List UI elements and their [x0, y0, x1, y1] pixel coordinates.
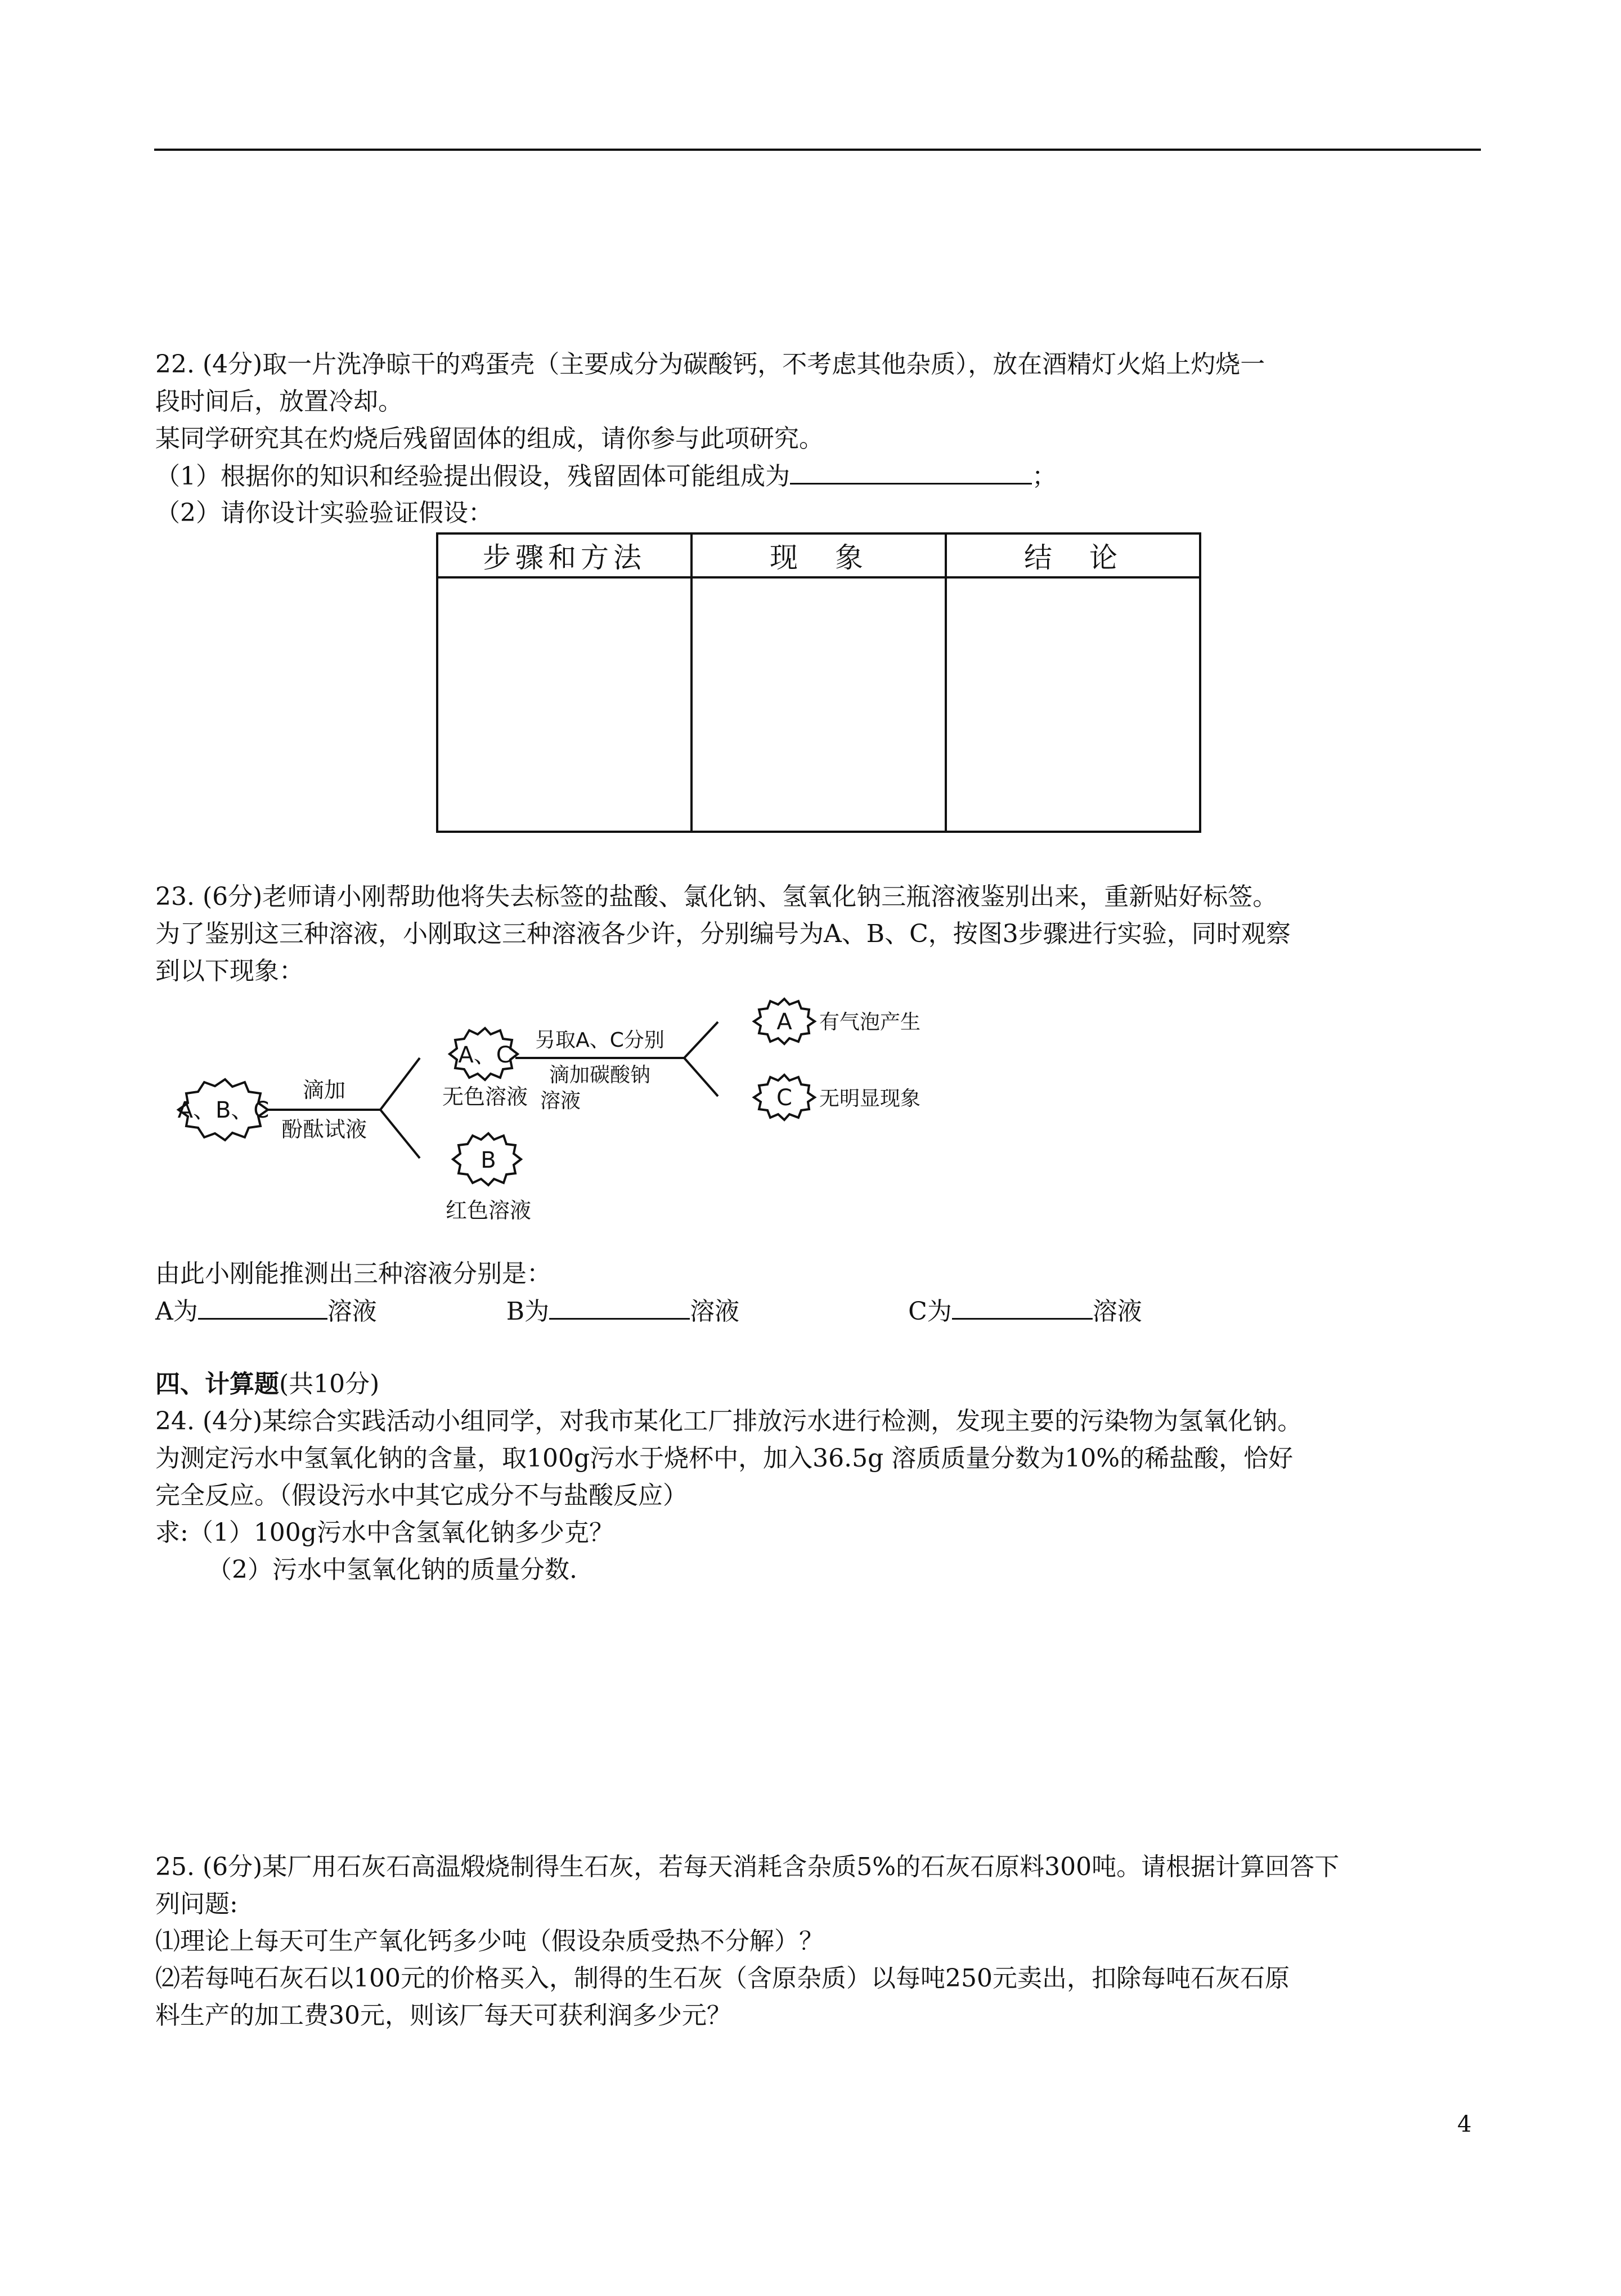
- identification-flow-diagram: [155, 990, 954, 1232]
- answer-a-blank[interactable]: [198, 1295, 327, 1320]
- answer-a-label: A为: [155, 1297, 198, 1326]
- page-number: 4: [1457, 2111, 1472, 2137]
- cell-steps[interactable]: [437, 577, 691, 832]
- col-header-steps: 步骤和方法: [437, 533, 691, 577]
- q22-hypothesis-prompt: （1）根据你的知识和经验提出假设，残留固体可能组成为: [155, 462, 790, 491]
- q22-line-2: 段时间后，放置冷却。: [155, 387, 403, 416]
- answer-b-label: B为: [506, 1297, 550, 1326]
- a-result-label: 有气泡产生: [819, 1011, 921, 1034]
- q25-line-3: ⑴理论上每天可生产氧化钙多少吨（假设杂质受热不分解）？: [155, 1927, 824, 1956]
- q23-answer-row: [155, 1295, 1142, 1328]
- q23-line-1: 23. (6分)老师请小刚帮助他将失去标签的盐酸、氯化钠、氢氧化钠三瓶溶液鉴别出来，重新贴好标签。: [155, 882, 1278, 911]
- answer-a-unit: 溶液: [327, 1297, 377, 1326]
- q23-line-2: 为了鉴别这三种溶液，小刚取这三种溶液各少许，分别编号为A、B、C，按图3步骤进行实验，同时观察: [155, 920, 1291, 948]
- q23-conclusion-intro: 由此小刚能推测出三种溶液分别是：: [155, 1259, 551, 1288]
- step2-mid-label: 滴加碳酸钠: [549, 1064, 651, 1087]
- b-node-label: B: [481, 1147, 496, 1173]
- cell-phenomenon[interactable]: [691, 577, 946, 832]
- section-title: [155, 1369, 379, 1400]
- ac-node-label: A、C: [458, 1042, 512, 1068]
- q25-line-1: 25. (6分)某厂用石灰石高温煅烧制得生石灰，若每天消耗含杂质5%的石灰石原料300吨。请根据计算回答下: [155, 1853, 1340, 1881]
- answer-b-unit: 溶液: [690, 1297, 740, 1326]
- q25-line-2: 列问题:: [155, 1890, 238, 1918]
- q22-line-1: 22. (4分)取一片洗净晾干的鸡蛋壳（主要成分为碳酸钙，不考虑其他杂质），放在酒精灯火焰上灼烧一: [155, 350, 1265, 379]
- q22-semicolon: ；: [1032, 462, 1057, 491]
- c-result-label: 无明显现象: [819, 1087, 921, 1110]
- step2-bottom-label: 溶液: [540, 1089, 581, 1113]
- q23-line-3: 到以下现象：: [155, 957, 304, 985]
- step1-top-label: 滴加: [302, 1078, 346, 1102]
- answer-c-blank[interactable]: [952, 1295, 1093, 1320]
- q24-line-5: （2）污水中氢氧化钠的质量分数.: [207, 1555, 577, 1584]
- answer-c-label: C为: [908, 1297, 952, 1326]
- col-header-conclusion: 结 论: [946, 533, 1200, 577]
- answer-c-unit: 溶液: [1092, 1297, 1142, 1326]
- q25-line-4: ⑵若每吨石灰石以100元的价格买入，制得的生石灰（含原杂质）以每吨250元卖出，扣除每吨石灰石原: [155, 1964, 1290, 1993]
- experiment-table: [436, 532, 1201, 833]
- ac-result-label: 无色溶液: [442, 1084, 528, 1109]
- q22-line-5: （2）请你设计实验验证假设：: [155, 499, 493, 527]
- q22-line-3: 某同学研究其在灼烧后残留固体的组成，请你参与此项研究。: [155, 424, 824, 453]
- section-points: (共10分): [279, 1370, 380, 1398]
- cell-conclusion[interactable]: [946, 577, 1200, 832]
- answer-b-blank[interactable]: [549, 1295, 690, 1320]
- q24-line-3: 完全反应。（假设污水中其它成分不与盐酸反应）: [155, 1481, 688, 1510]
- q24-line-1: 24. (4分)某综合实践活动小组同学，对我市某化工厂排放污水进行检测，发现主要的污染物为氢氧化钠。: [155, 1407, 1303, 1436]
- step1-bottom-label: 酚酞试液: [281, 1117, 367, 1142]
- a-node-label: A: [776, 1009, 792, 1035]
- start-node-label: A、B、C: [177, 1097, 270, 1123]
- section-title-text: 四、计算题: [155, 1370, 279, 1398]
- q24-line-2: 为测定污水中氢氧化钠的含量，取100g污水于烧杯中，加入36.5g 溶质质量分数为10%的稀盐酸，恰好: [155, 1444, 1294, 1473]
- q25-line-5: 料生产的加工费30元，则该厂每天可获利润多少元？: [155, 2001, 731, 2030]
- step2-top-label: 另取A、C分别: [535, 1029, 664, 1052]
- q22-hypothesis-blank[interactable]: [790, 460, 1032, 485]
- b-result-label: 红色溶液: [445, 1198, 532, 1223]
- col-header-phenomenon: 现 象: [691, 533, 946, 577]
- q22-line-4: [155, 460, 1057, 492]
- c-node-label: C: [776, 1085, 792, 1111]
- header-rule: [154, 149, 1481, 151]
- q24-line-4: 求:（1）100g污水中含氢氧化钠多少克？: [155, 1518, 614, 1547]
